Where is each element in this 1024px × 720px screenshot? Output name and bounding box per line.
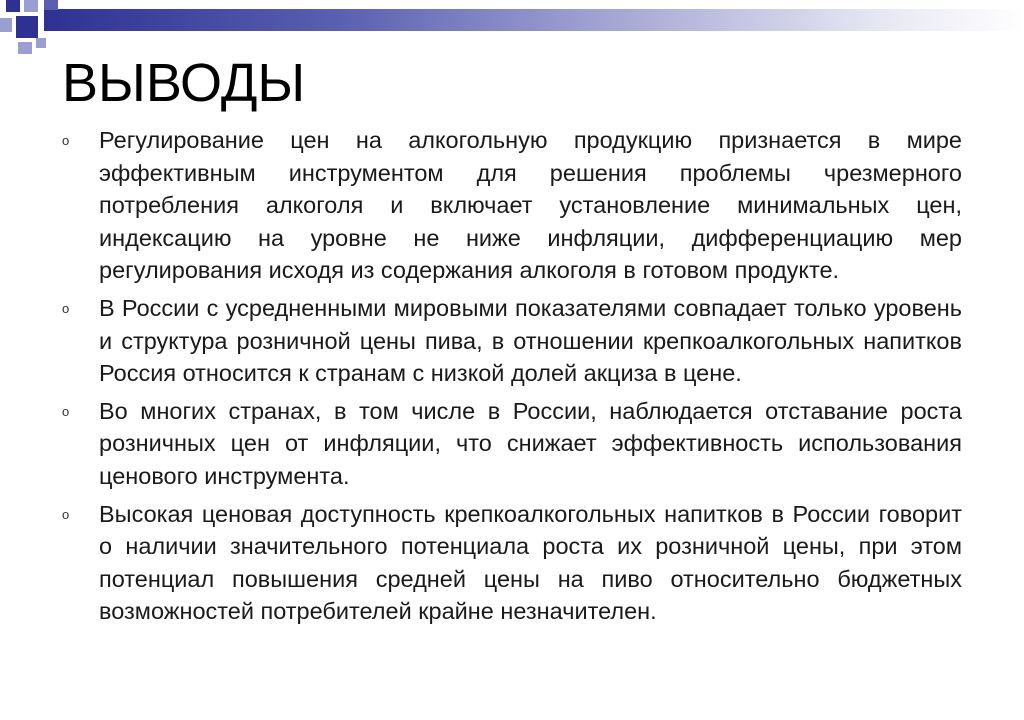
bullet-text: Во многих странах, в том числе в России, наблюдается отставание роста розничных цен от инфляции, что снижает эффективность использования ценового инструмента. <box>99 397 962 489</box>
bullet-text: Регулирование цен на алкогольную продукцию признается в мире эффективным инструментом для решения проблемы чрезмерного потребления алкоголя и включает установление минимальных цен, индексацию на уровне не ниже инфляции, дифференциацию мер регулирования исходя из содержания алкоголя в готовом продукте. <box>99 127 962 284</box>
bullet-circle-icon: o <box>62 300 70 316</box>
bullet-circle-icon: o <box>62 133 70 148</box>
decorative-gradient-bar <box>44 9 1024 31</box>
decorative-square <box>36 38 46 48</box>
slide-title: ВЫВОДЫ <box>62 53 306 113</box>
decorative-square <box>44 0 58 10</box>
bullet-text: В России с усредненными мировыми показателями совпадает только уровень и структура розничной цены пива, в отношении крепкоалкогольных напитков Россия относится к странам с низкой долей акциза в цене. <box>99 294 962 387</box>
list-item <box>62 292 962 390</box>
list-item <box>62 498 962 628</box>
bullet-circle-icon: o <box>62 506 70 522</box>
bullet-list <box>62 124 962 633</box>
list-item <box>62 124 962 287</box>
decorative-square <box>6 0 20 12</box>
decorative-square <box>18 42 32 54</box>
bullet-circle-icon: o <box>62 403 70 419</box>
decorative-square <box>16 16 38 38</box>
decorative-square <box>24 0 38 12</box>
bullet-text: Высокая ценовая доступность крепкоалкогольных напитков в России говорит о наличии значительного потенциала роста их розничной цены, при этом потенциал повышения средней цены на пиво относительно бюджетных возможностей потребителей крайне незначителен. <box>99 500 962 625</box>
list-item <box>62 395 962 493</box>
decorative-square <box>0 18 12 32</box>
